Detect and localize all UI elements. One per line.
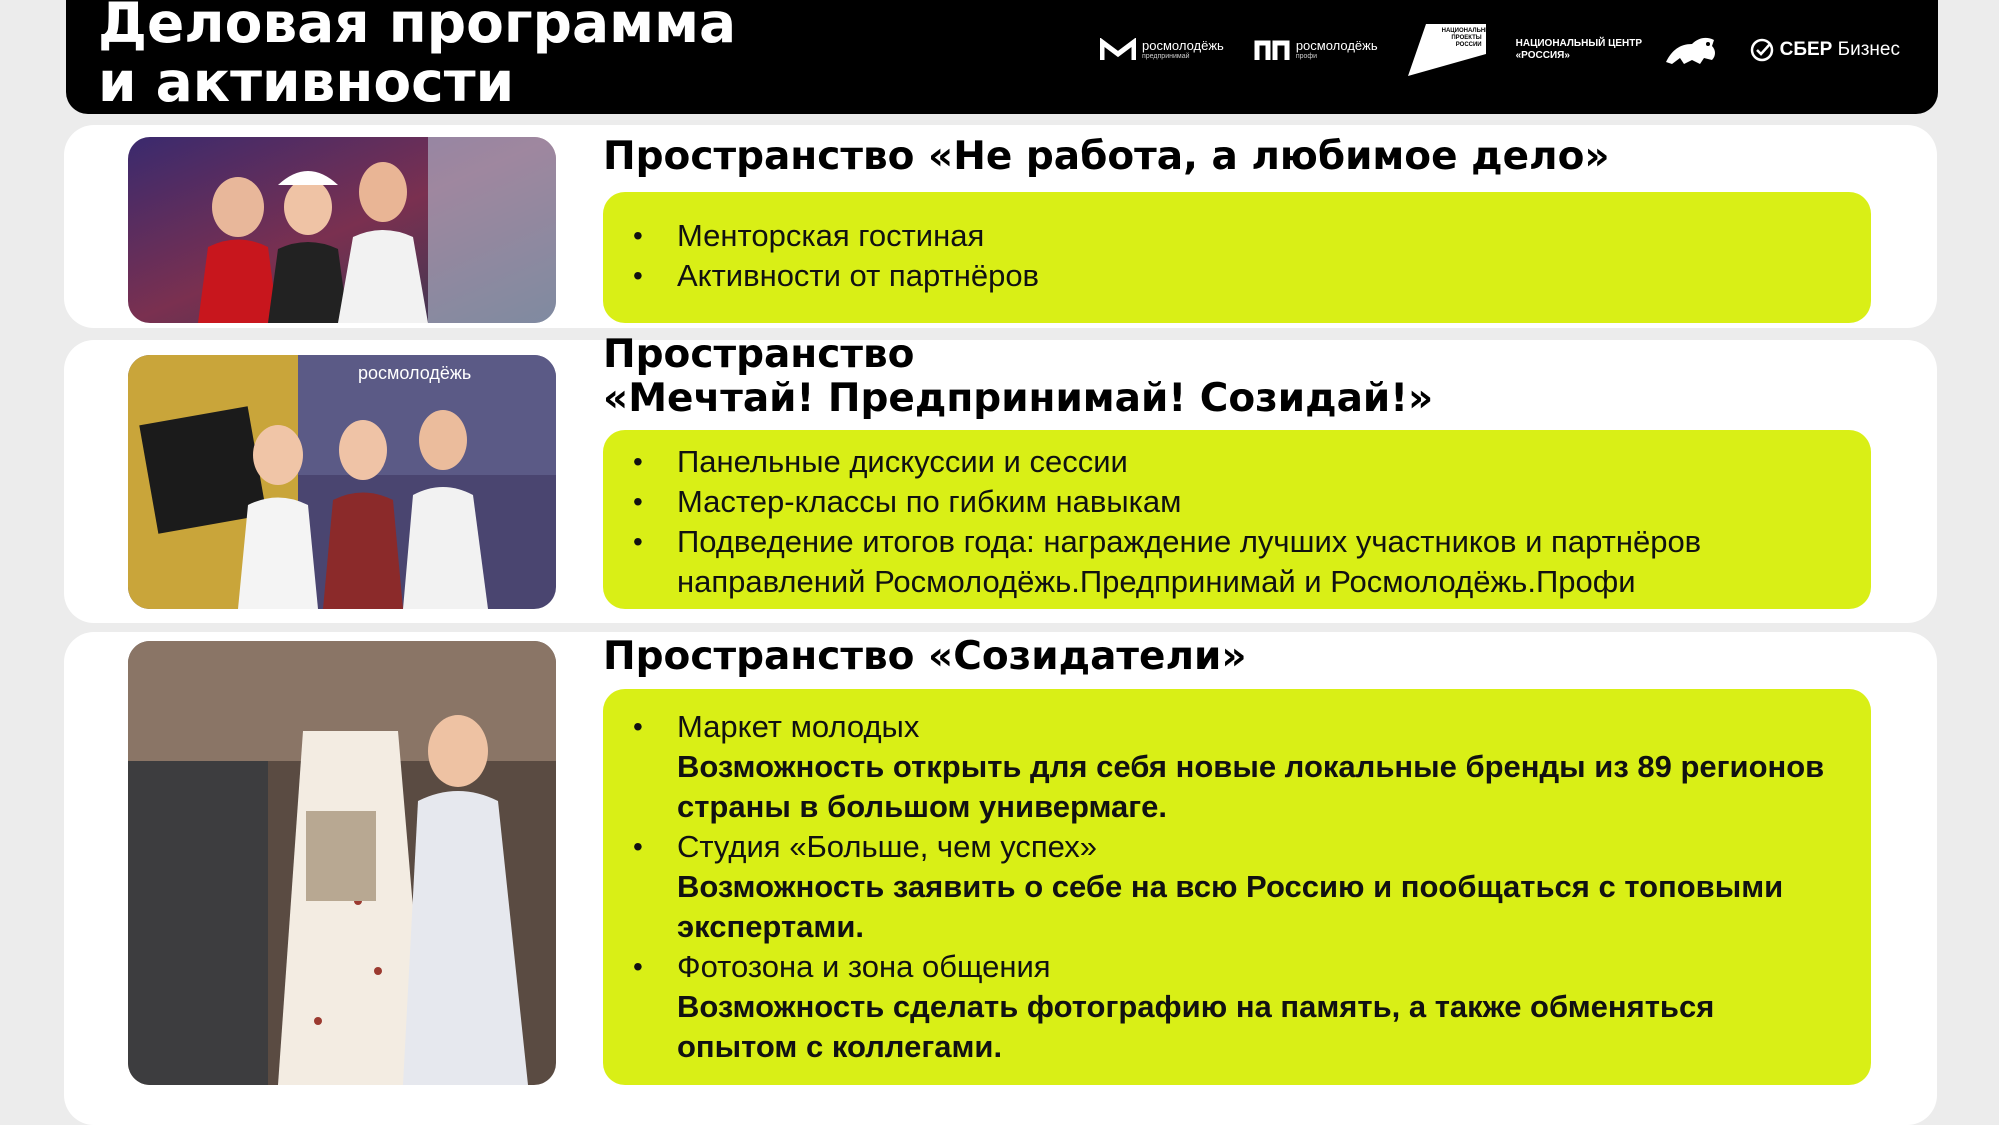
list-item [633, 707, 1833, 827]
list-item: • Менторская гостиная [633, 216, 1039, 256]
market-photo-image [128, 641, 556, 1085]
section-2-title-line2: «Мечтай! Предпринимай! Созидай!» [603, 376, 1434, 421]
sber-brand: СБЕР [1779, 39, 1833, 60]
item-label: Фотозона и зона общения [677, 949, 1051, 984]
rosmolodezh-predprinimay-logo [1100, 38, 1224, 62]
rosmolodezh-m-icon [1100, 38, 1136, 62]
page-title-line2: и активности [98, 50, 515, 114]
section-3-photo [128, 641, 556, 1085]
list-item: • Активности от партнёров [633, 256, 1039, 296]
list-item [633, 827, 1833, 947]
rosmol-pred-sub: предпринимай [1142, 53, 1190, 60]
section-3-box [603, 689, 1871, 1085]
item-description: Возможность заявить о себе на всю Россию и пообщаться с топовыми экспертами. [677, 869, 1784, 944]
rosmol-profi-sub: профи [1295, 53, 1318, 60]
list-item [633, 947, 1833, 1067]
group-photo-image [128, 137, 556, 323]
page-title [98, 0, 736, 112]
section-1-title: Пространство «Не работа, а любимое дело» [603, 134, 1610, 179]
item-label: Студия «Больше, чем успех» [677, 829, 1097, 864]
group-photo-image [128, 355, 556, 609]
section-1-list [633, 216, 1039, 296]
list-item: • Подведение итогов года: награждение лучших участников и партнёров направлений Росмолодёжь.Предпринимай и Росмолодёжь.Профи [633, 522, 1833, 602]
section-2-photo [128, 355, 556, 609]
rosmol-profi-name: росмолодёжь [1295, 38, 1378, 53]
national-center-logo [1516, 32, 1720, 68]
page-title-line1: Деловая программа [98, 0, 737, 55]
list-item: • Панельные дискуссии и сессии [633, 442, 1833, 482]
sber-business-logo [1750, 38, 1900, 62]
section-2-box [603, 430, 1871, 609]
national-projects-logo [1408, 24, 1496, 76]
header-bar [66, 0, 1938, 114]
item-label: Маркет молодых [677, 709, 920, 744]
photo-logo-text: росмолодёжь [358, 363, 472, 383]
section-3-list [633, 707, 1833, 1067]
sber-suffix: Бизнес [1837, 39, 1900, 60]
section-2-title-line1: Пространство [603, 332, 915, 377]
section-1-box [603, 192, 1871, 323]
national-center-text: НАЦИОНАЛЬНЫЙ ЦЕНТР «РОССИЯ» [1515, 38, 1643, 61]
partner-logos [1100, 20, 1900, 80]
rosmol-pred-name: росмолодёжь [1142, 38, 1224, 53]
rosmolodezh-profi-logo [1254, 38, 1378, 62]
item-description: Возможность сделать фотографию на память, а также обменяться опытом с коллегами. [677, 989, 1715, 1064]
section-1-photo [128, 137, 556, 323]
section-2-title [603, 333, 1433, 421]
rosmolodezh-p-icon [1254, 38, 1290, 62]
section-3-title: Пространство «Созидатели» [603, 634, 1247, 679]
sber-check-icon [1750, 38, 1774, 62]
item-description: Возможность открыть для себя новые локальные бренды из 89 регионов страны в большом универмаге. [677, 749, 1825, 824]
list-item: • Мастер-классы по гибким навыкам [633, 482, 1833, 522]
leopard-icon [1662, 32, 1720, 68]
national-projects-text: НАЦИОНАЛЬНЫЕ ПРОЕКТЫ РОССИИ [1441, 28, 1496, 48]
section-2-list [633, 442, 1833, 602]
